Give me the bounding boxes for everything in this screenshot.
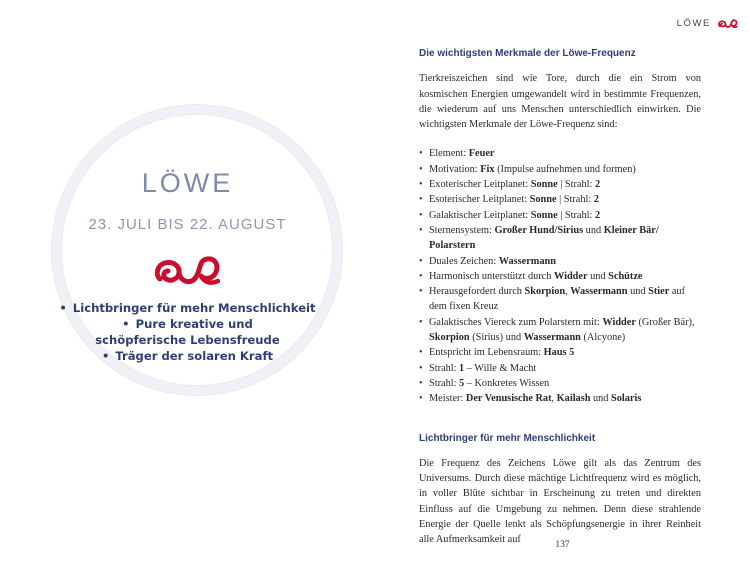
feature-item: • Strahl: 5 – Konkretes Wissen — [419, 376, 701, 391]
intro-paragraph: Tierkreiszeichen sind wie Tore, durch die ein Strom von kosmischen Energien umgewandelt wird in bestimmte Frequenzen, die wiederum auf uns Menschen unterschiedlich einwirken. Die wichtigsten Merkmale der Löwe-Frequenz sind: — [419, 73, 701, 131]
feature-item: • Esoterischer Leitplanet: Sonne | Strahl: 2 — [419, 192, 701, 207]
feature-item: • Galaktischer Leitplanet: Sonne | Strahl: 2 — [419, 208, 701, 223]
qualities-list — [0, 300, 375, 364]
feature-item: • Motivation: Fix (Impulse aufnehmen und formen) — [419, 162, 701, 177]
quality-item: • Lichtbringer für mehr Menschlichkeit — [59, 301, 316, 315]
leo-symbol-icon — [154, 252, 222, 288]
section-heading-features: Die wichtigsten Merkmale der Löwe-Frequenz — [419, 48, 636, 59]
page-number: 137 — [555, 540, 570, 550]
feature-item: • Herausgefordert durch Skorpion, Wassermann und Stier auf dem fixen Kreuz — [419, 284, 701, 315]
section-heading-lichtbringer: Lichtbringer für mehr Menschlichkeit — [419, 432, 596, 444]
quality-item: • Pure kreative und schöpferische Lebensfreude — [95, 317, 280, 347]
right-page — [375, 0, 750, 583]
feature-item: • Entspricht im Lebensraum: Haus 5 — [419, 345, 701, 360]
section-paragraph: Die Frequenz des Zeichens Löwe gilt als das Zentrum des Universums. Durch diese mächtige Lichtfrequenz wird es möglich, in voller Blüte sichtbar in Erscheinung zu treten und direkten Einfluss auf die Umgebung zu nehmen. Denn diese strahlende Energie der Quelle lenkt als Schöpfungsenergie in ihrer Reinheit alle Aufmerksamkeit auf — [419, 457, 701, 546]
feature-item: • Exoterischer Leitplanet: Sonne | Strahl: 2 — [419, 177, 701, 192]
feature-item: • Sternensystem: Großer Hund/Sirius und Kleiner Bär/ Polarstern — [419, 223, 701, 254]
feature-item: • Meister: Der Venusische Rat, Kailash und Solaris — [419, 391, 701, 406]
quality-item: • Träger der solaren Kraft — [101, 349, 274, 363]
feature-item: • Element: Feuer — [419, 146, 701, 161]
feature-item: • Harmonisch unterstützt durch Widder und Schütze — [419, 269, 701, 284]
header-label: LÖWE — [676, 18, 711, 29]
running-header — [677, 18, 738, 29]
sign-dates: 23. JULI BIS 22. AUGUST — [88, 216, 287, 233]
sign-title: LÖWE — [141, 168, 234, 198]
page-content — [419, 46, 701, 548]
leo-symbol-small-icon — [718, 18, 738, 29]
feature-item: • Galaktisches Viereck zum Polarstern mit: Widder (Großer Bär), Skorpion (Sirius) und Wassermann (Alcyone) — [419, 315, 701, 346]
feature-item: • Duales Zeichen: Wassermann — [419, 254, 701, 269]
features-list — [419, 146, 701, 406]
feature-item: • Strahl: 1 – Wille & Macht — [419, 361, 701, 376]
